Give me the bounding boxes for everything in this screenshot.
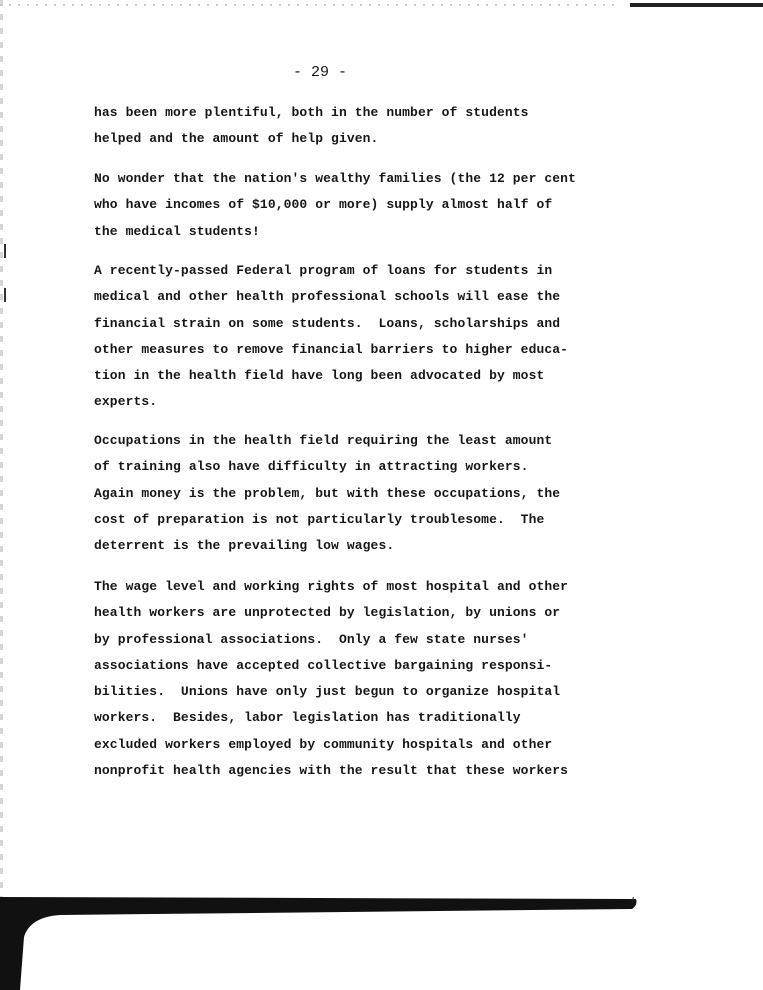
page-number: - 29 - (292, 64, 347, 81)
paragraph (94, 169, 576, 248)
scan-bottom-shadow (0, 897, 640, 990)
scan-top-dots (0, 4, 620, 6)
text-line: nonprofit health agencies with the result that these workers (94, 763, 569, 779)
paragraph (94, 261, 568, 419)
text-line: Occupations in the health field requiring the least amount (94, 433, 553, 448)
text-line: associations have accepted collective bargaining responsi- (94, 657, 553, 673)
text-line: by professional associations. Only a few state nurses' (94, 631, 529, 647)
text-line: of training also have difficulty in attracting workers. (94, 459, 529, 475)
text-line: helped and the amount of help given. (94, 131, 379, 147)
text-line: cost of preparation is not particularly troublesome. The (94, 511, 545, 527)
paragraph (94, 103, 529, 156)
text-line: The wage level and working rights of most hospital and other (94, 579, 569, 594)
text-line: the medical students! (94, 223, 260, 239)
text-line: other measures to remove financial barriers to higher educa- (94, 341, 569, 357)
text-line: excluded workers employed by community hospitals and other (94, 736, 553, 752)
scan-left-mark (4, 244, 6, 258)
text-line: has been more plentiful, both in the number of students (94, 105, 529, 120)
text-line: bilities. Unions have only just begun to organize hospital (94, 684, 561, 700)
scan-left-mark (4, 288, 6, 302)
text-line: medical and other health professional schools will ease the (94, 289, 561, 305)
text-line: tion in the health field have long been advocated by most (94, 368, 545, 384)
text-line: experts. (94, 394, 158, 410)
scan-left-edge (0, 0, 3, 900)
text-line: Again money is the problem, but with these occupations, the (94, 485, 561, 501)
text-line: workers. Besides, labor legislation has traditionally (94, 710, 521, 726)
text-line: No wonder that the nation's wealthy families (the 12 per cent (94, 171, 576, 186)
text-line: who have incomes of $10,000 or more) supply almost half of (94, 197, 553, 213)
scan-top-rule (630, 3, 763, 7)
text-line: deterrent is the prevailing low wages. (94, 538, 395, 554)
text-line: health workers are unprotected by legislation, by unions or (94, 605, 561, 621)
paragraph (94, 577, 568, 787)
text-line: financial strain on some students. Loans, scholarships and (94, 315, 561, 331)
text-line: A recently-passed Federal program of loans for students in (94, 263, 553, 278)
paragraph (94, 431, 560, 562)
